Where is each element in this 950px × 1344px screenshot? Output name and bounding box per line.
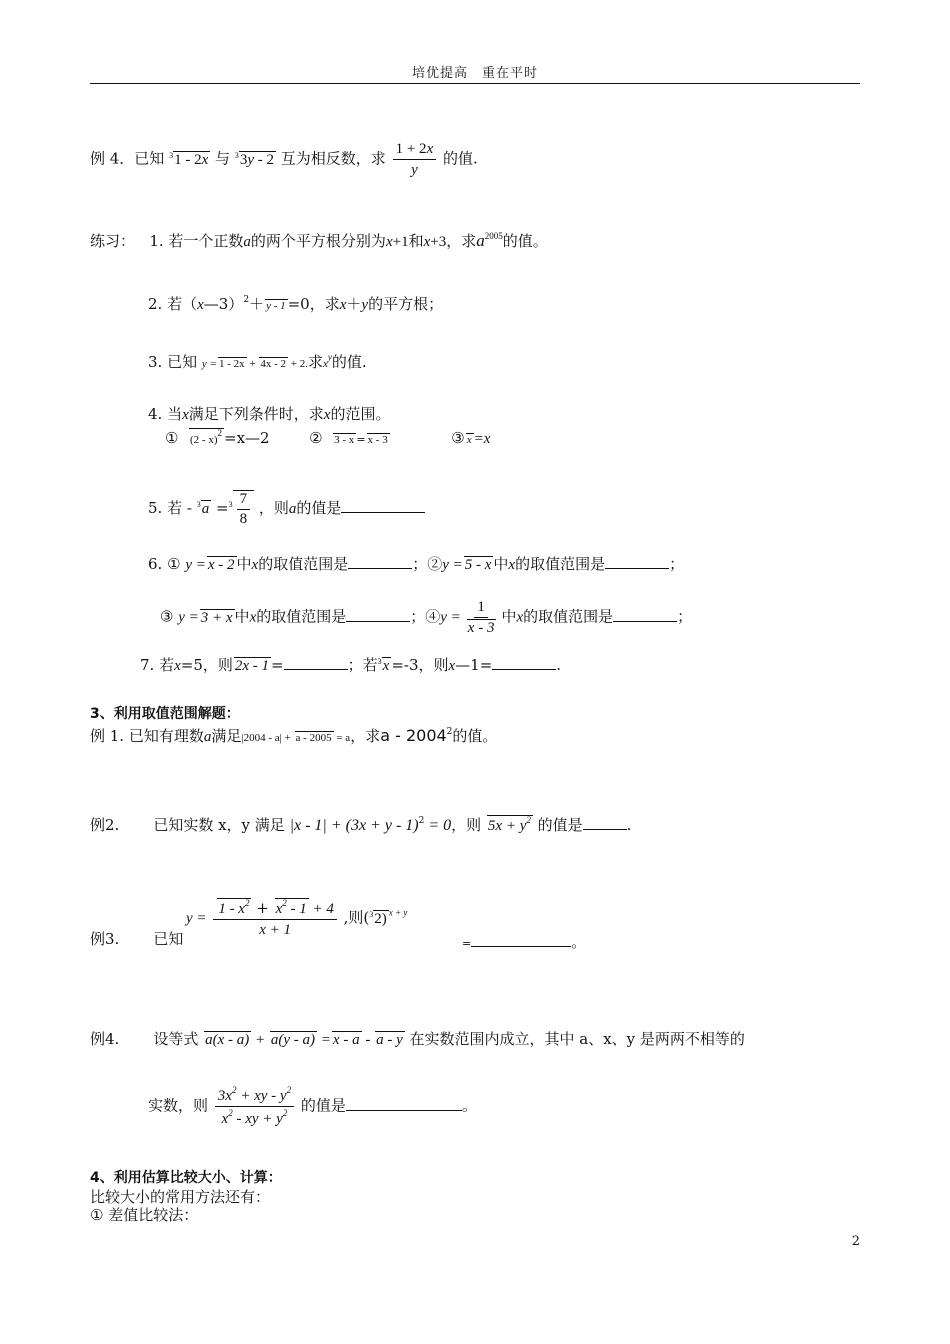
section-3-title: 3、利用取值范围解题： xyxy=(90,706,240,722)
sqrt-cond-2a: 3 - x xyxy=(334,434,355,446)
header-rule xyxy=(90,83,860,84)
sqrt: 3 + x xyxy=(200,609,233,626)
practice-1-line: 练习： 1. 若一个正数a的两个平方根分别为x+1和x+3，求$a^{2005}$的值。 xyxy=(90,231,548,250)
sqrt: x - 2 xyxy=(207,557,235,573)
sqrt-cond-2b: x - 3 xyxy=(367,434,388,446)
section-3-example-3-formula: y = $\frac{1 - x^2 + x^2 - 1 + 4}{x + 1}$ ,则($^3$2) $^{x + y}$ xyxy=(186,898,408,938)
question-7: 7. 若x=5，则 2x - 1 = ；若$^3$x =-3，则x—1= . xyxy=(140,656,562,674)
answer-blank[interactable] xyxy=(492,656,556,670)
sqrt: a(x - a) xyxy=(205,1032,250,1048)
section-3-example-4: 例4. 设等式 a(x - a) + a(y - a) = x - a - a - y 在实数范围内成立，其中 a、x、y 是两两不相等的 xyxy=(90,1030,745,1048)
section-4-line-1: 比较大小的常用方法还有： xyxy=(90,1188,271,1206)
question-4: 4. 当x满足下列条件时，求x的范围。 xyxy=(148,405,391,423)
section-3-example-3-answer: = 。 xyxy=(462,933,587,951)
fraction-7-8: $\frac{7}{8}$ xyxy=(237,491,251,527)
cube-root-2: 3y - 2 xyxy=(239,151,275,168)
answer-blank[interactable] xyxy=(284,656,348,670)
example-label: 例 4．已知 xyxy=(90,149,165,168)
sqrt: y - 1 xyxy=(266,300,286,312)
section-3-example-4-cont: 实数，则 $\frac{3x^2 + xy - y^2}{x^2 - xy + y^2}$ 的值是 。 xyxy=(148,1085,477,1127)
section-3-example-2: 例2. 已知实数 x，y 满足 $|x - 1| + (3x + y - 1)^2 = 0$，则 $5x + y^2$ 的值是 . xyxy=(90,815,632,834)
answer-blank[interactable] xyxy=(605,555,669,569)
sqrt: 2x - 1 xyxy=(234,658,270,674)
big-fraction: $\frac{1 - x^2 + x^2 - 1 + 4}{x + 1}$ xyxy=(213,898,337,939)
section-4-title: 4、利用估算比较大小、计算： xyxy=(90,1170,282,1186)
answer-blank[interactable] xyxy=(613,608,677,622)
section-3-example-1: 例 1. 已知有理数a满足|2004 - a| + a - 2005 = a，求a - 2004$^2$的值。 xyxy=(90,726,498,745)
question-2: 2. 若（x—3）$^2$＋ y - 1 =0，求x＋y的平方根； xyxy=(148,295,444,313)
sqrt: a - y xyxy=(376,1032,403,1048)
cube-root: x xyxy=(382,658,390,674)
answer-blank[interactable] xyxy=(346,608,410,622)
answer-blank[interactable] xyxy=(341,499,425,513)
section-4-line-2: ① 差值比较法： xyxy=(90,1206,199,1224)
question-6-line-2: ③ y = 3 + x 中x的取值范围是 ；④y = $\frac{1}{x - 3}$ 中x的取值范围是 ； xyxy=(160,599,693,636)
fraction: $\frac{1 + 2x}{y}$ xyxy=(393,140,437,179)
answer-blank[interactable] xyxy=(346,1097,462,1111)
sqrt: x - a xyxy=(332,1032,360,1048)
sqrt: a(y - a) xyxy=(270,1032,316,1048)
page-header: 培优提高 重在平时 xyxy=(411,66,538,81)
question-5: 5. 若 - $^3$a =$^3$ $\frac{7}{8}$ ，则a的值是 xyxy=(148,490,425,527)
answer-blank[interactable] xyxy=(471,933,571,947)
sqrt-1: 1 - 2x xyxy=(218,358,245,370)
sqrt: 5 - x xyxy=(464,557,492,573)
answer-blank[interactable] xyxy=(348,555,412,569)
sqrt: $5x + y^2$ xyxy=(487,815,531,834)
page-number: 2 xyxy=(851,1234,860,1249)
question-6-line-1: 6. ① y = x - 2 中x的取值范围是 ；②y = 5 - x 中x的取值范围是 ； xyxy=(148,555,685,573)
example-4-line: 例 4．已知 $^3$1 - 2x 与 $^3$3y - 2 互为相反数，求 $\frac{1 + 2x}{y}$ 的值. xyxy=(90,141,478,178)
cube-root: a xyxy=(201,501,210,517)
fraction: $\frac{1}{x - 3}$ xyxy=(467,599,495,636)
practice-label: 练习： xyxy=(90,232,136,250)
section-3-example-3-label: 例3. 已知 xyxy=(90,930,184,948)
answer-blank[interactable] xyxy=(583,816,627,830)
fraction: $\frac{3x^2 + xy - y^2}{x^2 - xy + y^2}$ xyxy=(215,1085,294,1128)
sqrt: a - 2005 xyxy=(295,732,332,744)
cube-root-1: 1 - 2x xyxy=(174,151,209,168)
sqrt-cond-3: x xyxy=(466,434,472,446)
sqrt-2: 4x - 2 xyxy=(260,358,286,370)
question-3: 3. 已知 y = 1 - 2x + 4x - 2 + 2.求$x^y$的值. xyxy=(148,352,367,371)
sqrt-cond-1: (2 - x)$^2$ xyxy=(190,428,222,446)
question-4-conditions: ① (2 - x)$^2$ =x—2 ② 3 - x = x - 3 ③ x =x xyxy=(165,428,491,447)
